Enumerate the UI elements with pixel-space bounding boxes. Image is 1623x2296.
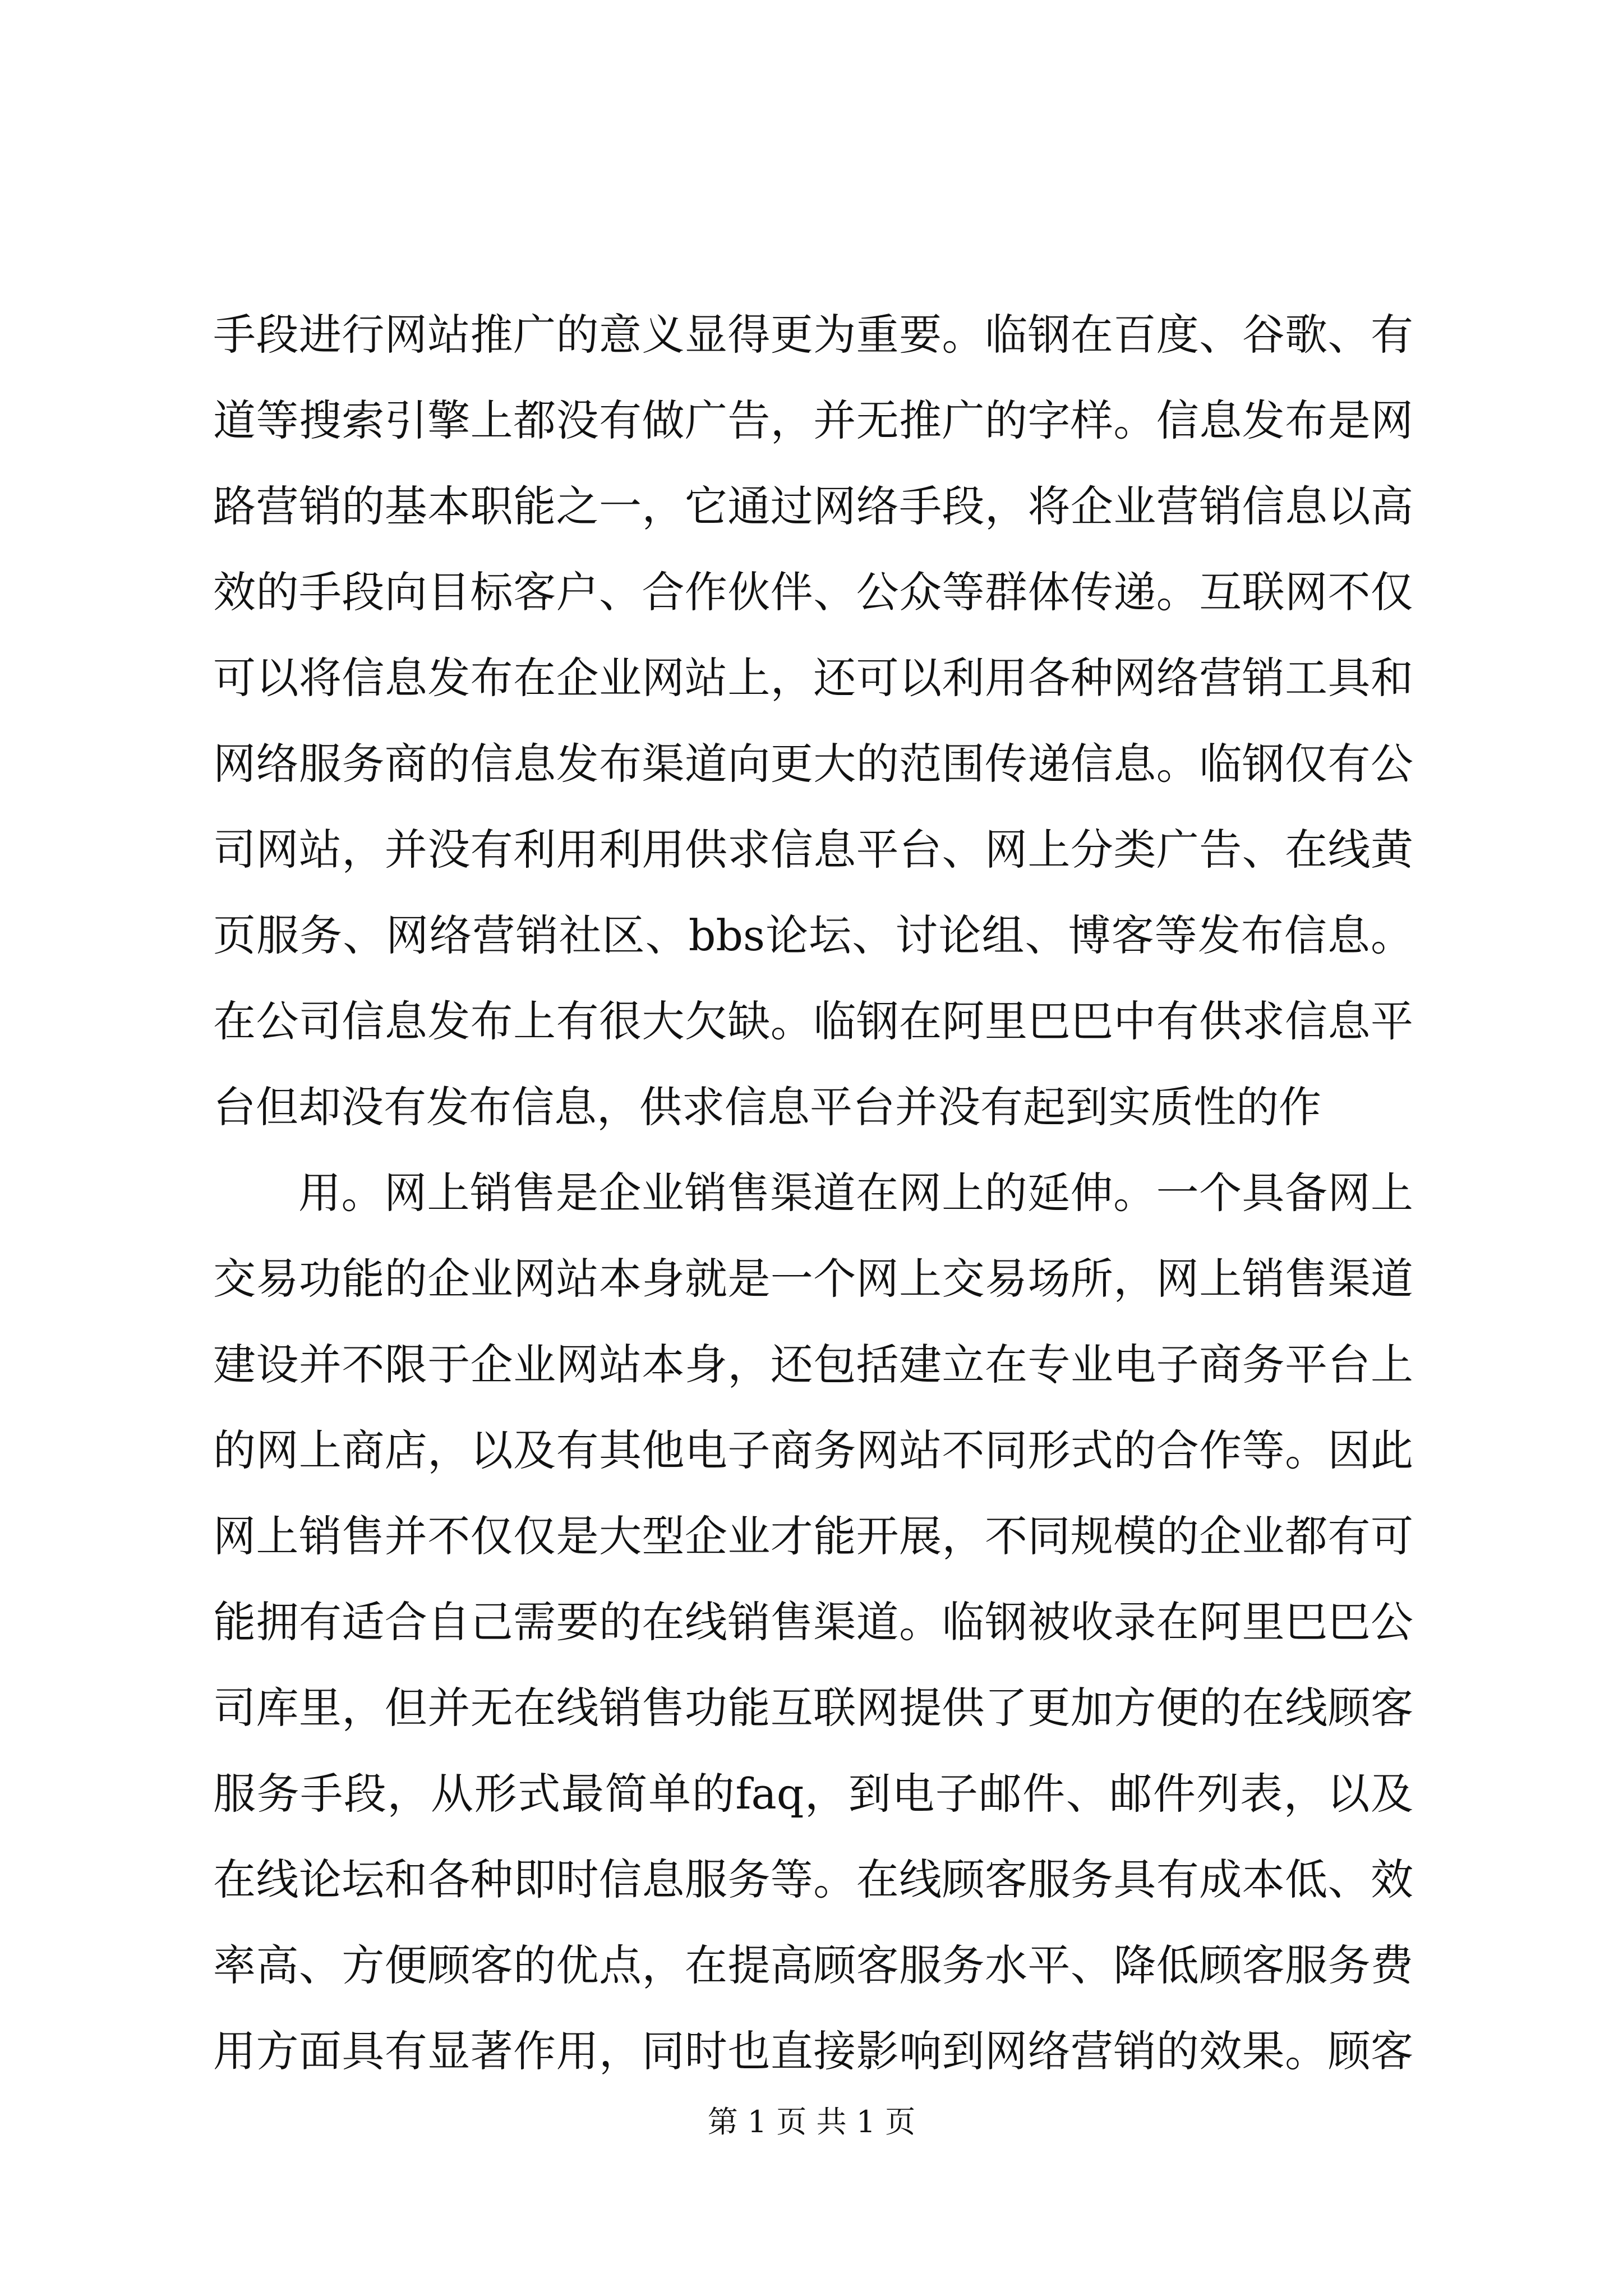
paragraph-1-line-4: 效的手段向目标客户、合作伙伴、公众等群体传递。互联网不仅 xyxy=(213,567,1413,617)
paragraph-2-line-7: 司库里，但并无在线销售功能互联网提供了更加方便的在线顾客 xyxy=(213,1683,1413,1733)
paragraph-1-line-2: 道等搜索引擎上都没有做广告，并无推广的字样。信息发布是网 xyxy=(213,395,1413,445)
paragraph-2-line-5: 网上销售并不仅仅是大型企业才能开展，不同规模的企业都有可 xyxy=(213,1511,1413,1561)
paragraph-1-line-5: 可以将信息发布在企业网站上，还可以利用各种网络营销工具和 xyxy=(213,653,1413,703)
paragraph-1-line-1: 手段进行网站推广的意义显得更为重要。临钢在百度、谷歌、有 xyxy=(213,310,1413,360)
paragraph-1-line-3: 路营销的基本职能之一，它通过网络手段，将企业营销信息以高 xyxy=(213,481,1413,531)
paragraph-2-line-9: 在线论坛和各种即时信息服务等。在线顾客服务具有成本低、效 xyxy=(213,1855,1413,1904)
page-footer xyxy=(0,2102,1623,2142)
paragraph-2-line-3: 建设并不限于企业网站本身，还包括建立在专业电子商务平台上 xyxy=(213,1340,1413,1389)
paragraph-2-line-6: 能拥有适合自己需要的在线销售渠道。临钢被收录在阿里巴巴公 xyxy=(213,1597,1413,1647)
paragraph-2-line-2: 交易功能的企业网站本身就是一个网上交易场所，网上销售渠道 xyxy=(213,1254,1413,1304)
paragraph-2-line-11: 用方面具有显著作用，同时也直接影响到网络营销的效果。顾客 xyxy=(213,2026,1413,2076)
paragraph-1-line-7: 司网站，并没有利用利用供求信息平台、网上分类广告、在线黄 xyxy=(213,825,1413,875)
paragraph-2-line-10: 率高、方便顾客的优点，在提高顾客服务水平、降低顾客服务费 xyxy=(213,1940,1413,1990)
paragraph-2-line-4: 的网上商店，以及有其他电子商务网站不同形式的合作等。因此 xyxy=(213,1425,1413,1475)
paragraph-1-line-6: 网络服务商的信息发布渠道向更大的范围传递信息。临钢仅有公 xyxy=(213,739,1413,789)
paragraph-1-line-10: 台但却没有发布信息，供求信息平台并没有起到实质性的作 xyxy=(213,1082,1321,1132)
paragraph-2-line-8: 服务手段，从形式最简单的faq，到电子邮件、邮件列表，以及 xyxy=(213,1769,1413,1819)
document-body xyxy=(213,292,1413,2094)
paragraph-1-line-9: 在公司信息发布上有很大欠缺。临钢在阿里巴巴中有供求信息平 xyxy=(213,996,1413,1046)
page-number-label: 第 1 页 共 1 页 xyxy=(707,2104,916,2139)
paragraph-1-line-8: 页服务、网络营销社区、bbs论坛、讨论组、博客等发布信息。 xyxy=(213,910,1413,960)
paragraph-2-line-1: 用。网上销售是企业销售渠道在网上的延伸。一个具备网上 xyxy=(298,1168,1413,1218)
